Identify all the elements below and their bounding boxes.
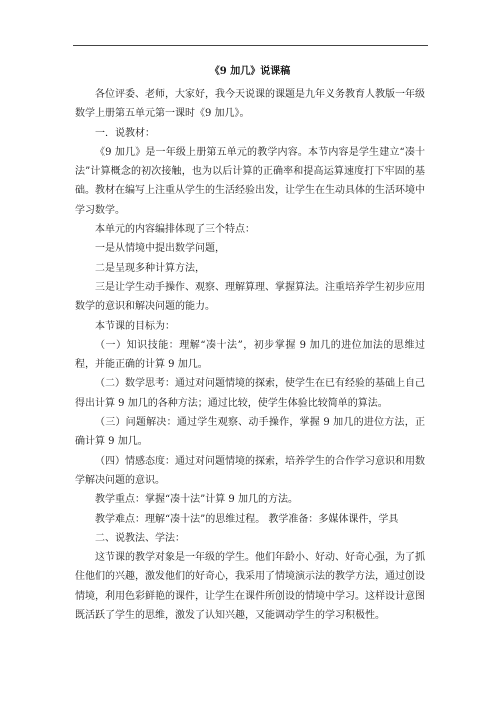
paragraph-goal-3: （三）问题解决：通过学生观察、动手操作，掌握 9 加几的进位方法，正确计算 9 加几。: [75, 417, 425, 448]
paragraph-feature-1: 一是从情境中提出数学问题，: [95, 243, 225, 255]
paragraph-goals-intro: 本节课的目标为：: [95, 320, 175, 332]
section-heading-textbook: 一．说教材：: [95, 127, 155, 139]
document-body: [75, 65, 425, 625]
paragraph-difficulty-and-prep: 教学难点：理解“凑十法”的思维过程。 教学准备：多媒体课件，学具: [95, 513, 399, 525]
paragraph-goal-2: （二）数学思考：通过对问题情境的探索，使学生在已有经验的基础上自己得出计算 9 加几的各种方法；通过比较，使学生体验比较简单的算法。: [75, 378, 425, 409]
header-rule: [73, 45, 428, 46]
paragraph-methods: 这节课的教学对象是一年级的学生。他们年龄小、好动、好奇心强，为了抓住他们的兴趣，激发他们的好奇心，我采用了情境演示法的教学方法，通过创设情境，利用色彩鲜艳的课件，让学生在课件所创设的情境中学习。这样设计意图既活跃了学生的思维，激发了认知兴趣，又能调动学生的学习积极性。: [75, 552, 425, 622]
paragraph-goal-4: （四）情感态度：通过对问题情境的探索，培养学生的合作学习意识和用数学解决问题的意识。: [75, 455, 425, 486]
section-heading-methods: 二、说教法、学法：: [95, 532, 185, 544]
paragraph-key-point: 教学重点：掌握“凑十法”计算 9 加几的方法。: [95, 494, 298, 506]
document-title: 《9 加几》说课稿: [209, 66, 291, 77]
paragraph-greeting: 各位评委、老师，大家好，我今天说课的课题是九年义务教育人教版一年级数学上册第五单元第一课时《9 加几》。: [75, 89, 425, 120]
paragraph-feature-2: 二是呈现多种计算方法，: [95, 262, 205, 274]
paragraph-features-intro: 本单元的内容编排体现了三个特点：: [95, 224, 255, 236]
paragraph-goal-1: （一）知识技能：理解“凑十法”，初步掌握 9 加几的进位加法的思维过程，并能正确的计算 9 加几。: [75, 339, 425, 371]
paragraph-feature-3: 三是让学生动手操作、观察、理解算理、掌握算法。注重培养学生初步应用数学的意识和解决问题的能力。: [75, 281, 425, 313]
paragraph-textbook-intro: 《9 加几》是一年级上册第五单元的教学内容。本节内容是学生建立“凑十法”计算概念的初次接触，也为以后计算的正确率和提高运算速度打下牢固的基础。教材在编写上注重从学生的生活经验出发，让学生在生动具体的生活环境中学习数学。: [75, 146, 425, 216]
